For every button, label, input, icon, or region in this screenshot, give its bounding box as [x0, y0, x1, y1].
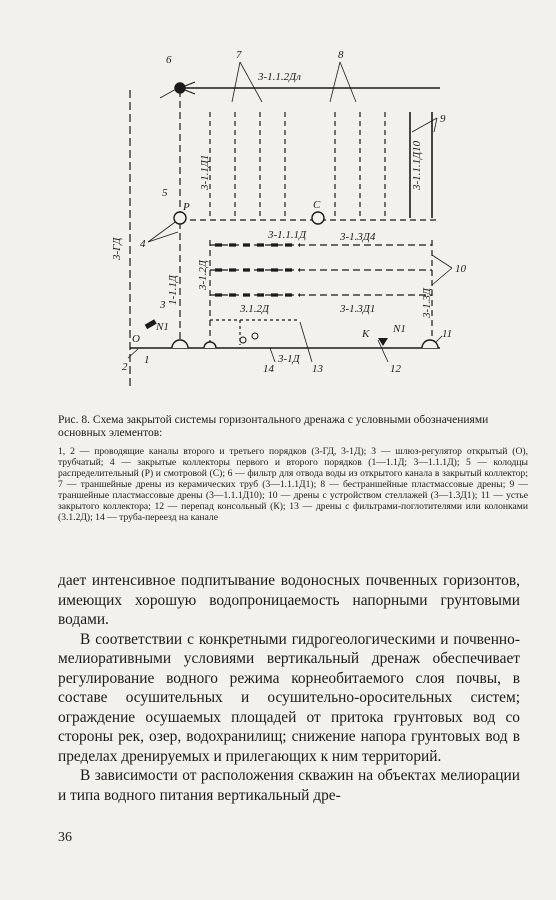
caption-legend: 1, 2 — проводящие каналы второго и третьего порядков (3-ГД, 3-1Д); 3 — шлюз-регулятор открытый (О), трубчатый; 4 — закрытые коллекторы первого и второго порядков (1—1.1Д; 3—1.1.1Д); 5 — колодцы распределительный (Р) и смотровой (С); 6 — фильтр для отвода воды из открытого канала в закрытый коллектор; 7 — траншейные дрены из керамических труб (3—1.1.1Д1); 8 — бестраншейные пластмассовые дрены; 9 — траншейные пластмассовые дрены (3—1.1.1Д10); 10 — дрены с устройством стеллажей (3—1.3Д1); 11 — устье закрытого коллектора; 12 — перепад консольный (К); 13 — дрены с фильтрами-поглотителями или колонками (3.1.2Д); 14 — труба-переезд на канале: [58, 446, 528, 523]
label-11: 11: [442, 328, 453, 340]
regulator-gate-icon: [145, 319, 157, 329]
label-1: 1: [144, 354, 150, 366]
label-c: C: [313, 199, 321, 211]
label-3-1-1-2dl: 3-1.1.2Дл: [258, 71, 301, 83]
outlet-icon: [204, 342, 216, 348]
label-10: 10: [455, 263, 466, 275]
label-3-1-3d: 3-1.3Д: [421, 288, 433, 318]
page-number: 36: [58, 830, 72, 845]
label-3-1-1-1d10: 3-1.1.1Д10: [411, 140, 423, 190]
body-text: [58, 571, 520, 805]
label-2: 2: [122, 361, 128, 373]
label-12: 12: [390, 363, 401, 375]
label-8: 8: [338, 49, 344, 61]
label-14: 14: [263, 363, 274, 375]
filter-6-icon: [175, 83, 185, 93]
label-o: O: [132, 333, 140, 345]
label-3-1d: 3-1Д: [278, 353, 300, 365]
label-n1-left: N1: [156, 321, 169, 333]
label-3gd: 3-ГД: [111, 237, 123, 260]
label-3-1-1d1: 3-1.1Д1: [199, 154, 211, 190]
drainage-scheme-drawing: [0, 0, 556, 410]
label-4: 4: [140, 238, 146, 250]
paragraph-3: В зависимости от расположения скважин на объектах мелиорации и типа водного питания вертикальный дре-: [58, 767, 520, 804]
label-7: 7: [236, 49, 242, 61]
pipe-crossing-14-icon: [240, 337, 246, 343]
label-3: 3: [160, 299, 166, 311]
label-3-1-1-1d: 3-1.1.1Д: [268, 229, 307, 241]
label-n1-right: N1: [393, 323, 406, 335]
caption-title: Рис. 8. Схема закрытой системы горизонтального дренажа с условными обозначениями основных элементов:: [58, 414, 489, 439]
outlet-icon: [172, 340, 188, 348]
paragraph-2: В соответствии с конкретными гидрогеологическими и почвенно-мелиоративными условиями вертикальный дренаж обеспечивает регулирование водного режима корнеобитаемого слоя почвы, в составе осушительных и осушительно-оросительных систем; ограждение осушаемых площадей от притока грунтовых вод со стороны рек, озер, водохранилищ; снижение напора грунтовых вод в пределах дренируемых и прилегающих к ним территорий.: [58, 630, 520, 765]
label-3-1-3d1: 3-1.3Д1: [340, 303, 376, 315]
outlet-11-icon: [422, 340, 438, 348]
label-9: 9: [440, 113, 446, 125]
label-p: P: [183, 201, 190, 213]
label-k: K: [362, 328, 370, 340]
drainage-scheme-figure: [0, 0, 556, 410]
well-c-icon: [312, 212, 324, 224]
label-5: 5: [162, 187, 168, 199]
drains-upper: [210, 112, 385, 218]
well-p-icon: [174, 212, 186, 224]
label-3-1-2d-b: 3.1.2Д: [240, 303, 269, 315]
label-1-1-1d: 1-1.1Д: [167, 275, 179, 305]
label-3-1-3d4: 3-1.3Д4: [340, 231, 376, 243]
label-6: 6: [166, 54, 172, 66]
figure-caption: [58, 414, 528, 523]
label-13: 13: [312, 363, 323, 375]
label-3-1-2d: 3-1.2Д: [197, 260, 209, 290]
cantilever-drop-k-icon: [378, 338, 388, 346]
paragraph-1: дает интенсивное подпитывание водоносных почвенных горизонтов, имеющих хорошую водопроницаемость напорными грунтовыми водами.: [58, 572, 520, 628]
